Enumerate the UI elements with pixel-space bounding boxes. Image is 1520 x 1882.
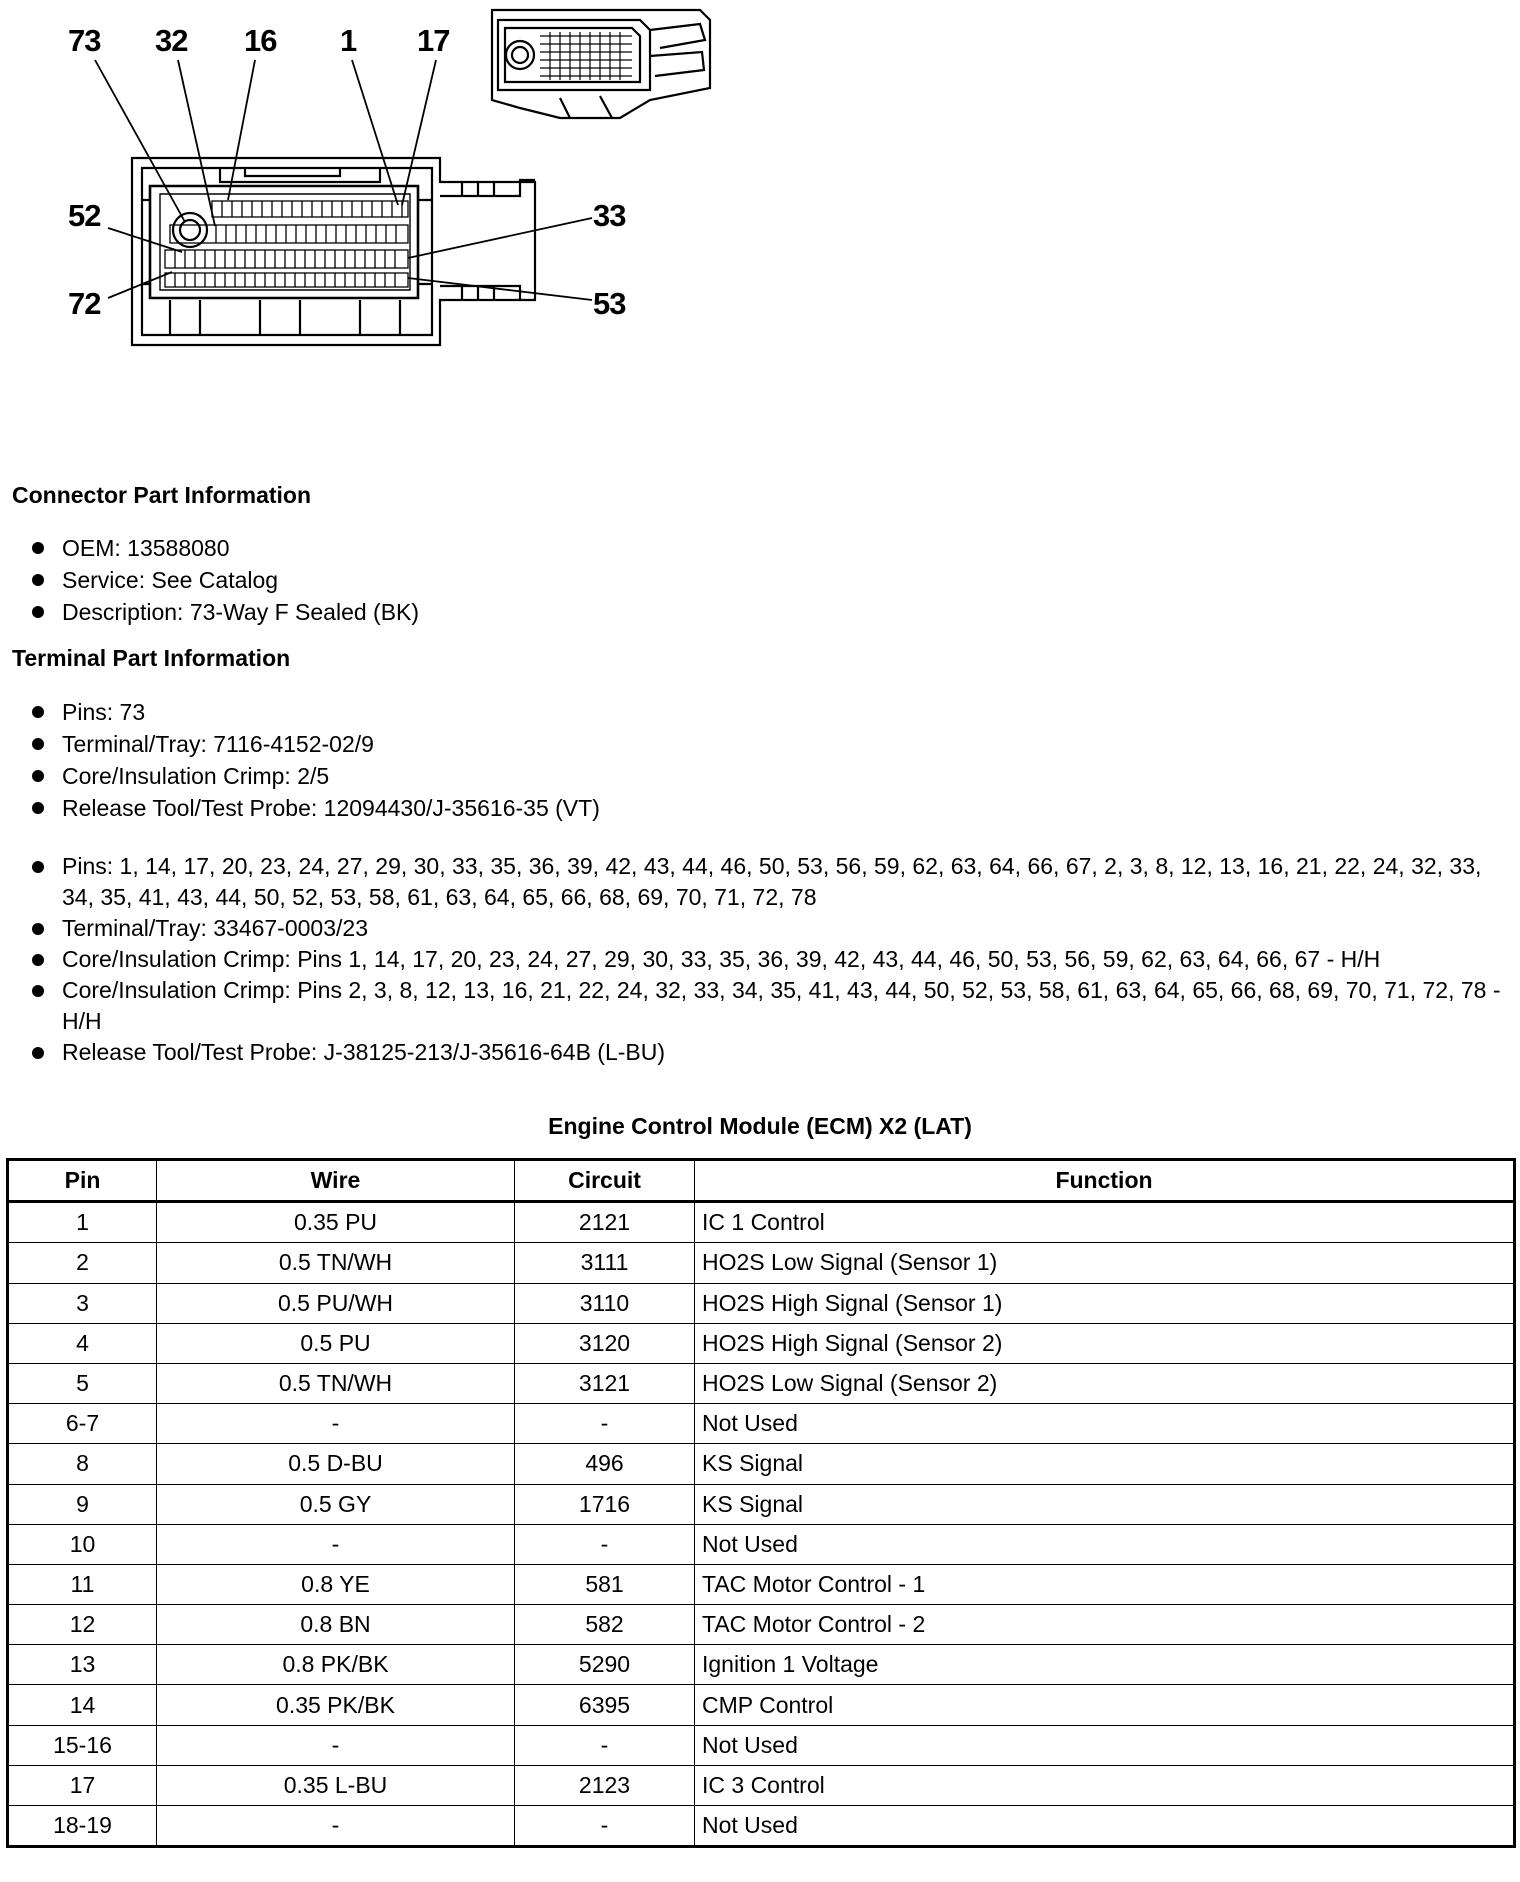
cell-circuit: 5290	[515, 1645, 695, 1685]
cell-pin: 10	[8, 1524, 157, 1564]
cell-wire: -	[157, 1524, 515, 1564]
list-item: Terminal/Tray: 33467-0003/23	[0, 913, 1505, 944]
cell-wire: 0.35 PK/BK	[157, 1685, 515, 1725]
cell-function: IC 3 Control	[695, 1765, 1515, 1805]
cell-circuit: 2123	[515, 1765, 695, 1805]
column-header-pin: Pin	[8, 1160, 157, 1202]
cell-wire: 0.5 TN/WH	[157, 1243, 515, 1283]
cell-pin: 6-7	[8, 1404, 157, 1444]
pin-label-72: 72	[68, 286, 101, 321]
cell-circuit: 6395	[515, 1685, 695, 1725]
table-row	[8, 1524, 1515, 1564]
cell-wire: 0.8 PK/BK	[157, 1645, 515, 1685]
list-item: Terminal/Tray: 7116-4152-02/9	[0, 728, 1505, 760]
pin-label-32: 32	[155, 23, 188, 58]
list-item: OEM: 13588080	[0, 532, 1505, 564]
table-row	[8, 1725, 1515, 1765]
cell-function: HO2S Low Signal (Sensor 2)	[695, 1363, 1515, 1403]
cell-circuit: 1716	[515, 1484, 695, 1524]
cell-pin: 17	[8, 1765, 157, 1805]
pin-label-33: 33	[593, 198, 626, 233]
cell-pin: 12	[8, 1605, 157, 1645]
cell-circuit: 581	[515, 1564, 695, 1604]
table-row	[8, 1605, 1515, 1645]
cell-pin: 18-19	[8, 1806, 157, 1847]
pin-label-16: 16	[244, 23, 277, 58]
terminal-part-info-list-1	[0, 696, 1505, 824]
table-row	[8, 1202, 1515, 1243]
list-item: Pins: 1, 14, 17, 20, 23, 24, 27, 29, 30, 33, 35, 36, 39, 42, 43, 44, 46, 50, 53, 56, 59, 62, 63, 64, 66, 67, 2, 3, 8, 12, 13, 16, 21, 22, 24, 32, 33, 34, 35, 41, 43, 44, 50, 52, 53, 58, 61, 63, 64, 65, 66, 68, 69, 70, 71, 72, 78	[0, 851, 1505, 913]
list-item: Pins: 73	[0, 696, 1505, 728]
table-row	[8, 1444, 1515, 1484]
cell-pin: 2	[8, 1243, 157, 1283]
cell-circuit: 3111	[515, 1243, 695, 1283]
cell-function: HO2S High Signal (Sensor 2)	[695, 1323, 1515, 1363]
cell-wire: 0.35 PU	[157, 1202, 515, 1243]
cell-circuit: 3110	[515, 1283, 695, 1323]
cell-function: HO2S High Signal (Sensor 1)	[695, 1283, 1515, 1323]
cell-pin: 15-16	[8, 1725, 157, 1765]
cell-circuit: -	[515, 1524, 695, 1564]
column-header-function: Function	[695, 1160, 1515, 1202]
table-row	[8, 1484, 1515, 1524]
cell-wire: 0.5 PU	[157, 1323, 515, 1363]
pin-label-52: 52	[68, 198, 101, 233]
pin-label-73: 73	[68, 23, 101, 58]
table-row	[8, 1404, 1515, 1444]
cell-function: TAC Motor Control - 2	[695, 1605, 1515, 1645]
cell-circuit: 582	[515, 1605, 695, 1645]
table-row	[8, 1645, 1515, 1685]
cell-pin: 14	[8, 1685, 157, 1725]
table-row	[8, 1283, 1515, 1323]
cell-pin: 5	[8, 1363, 157, 1403]
table-row	[8, 1765, 1515, 1805]
list-item: Core/Insulation Crimp: 2/5	[0, 760, 1505, 792]
connector-front-view	[132, 158, 535, 345]
cell-pin: 3	[8, 1283, 157, 1323]
cell-wire: -	[157, 1806, 515, 1847]
list-item: Core/Insulation Crimp: Pins 2, 3, 8, 12, 13, 16, 21, 22, 24, 32, 33, 34, 35, 41, 43, 44, 50, 52, 53, 58, 61, 63, 64, 65, 66, 68, 69, 70, 71, 72, 78 - H/H	[0, 975, 1505, 1037]
column-header-wire: Wire	[157, 1160, 515, 1202]
table-row	[8, 1564, 1515, 1604]
cell-function: TAC Motor Control - 1	[695, 1564, 1515, 1604]
connector-diagram	[0, 0, 1520, 400]
connector-part-info-list	[0, 532, 1505, 628]
pin-leader-lines	[95, 60, 592, 300]
cell-circuit: -	[515, 1806, 695, 1847]
cell-circuit: -	[515, 1404, 695, 1444]
column-header-circuit: Circuit	[515, 1160, 695, 1202]
cell-circuit: 2121	[515, 1202, 695, 1243]
cell-function: CMP Control	[695, 1685, 1515, 1725]
pin-table	[6, 1158, 1516, 1848]
cell-wire: 0.5 GY	[157, 1484, 515, 1524]
cell-wire: -	[157, 1725, 515, 1765]
connector-isometric-view	[492, 10, 710, 118]
cell-circuit: -	[515, 1725, 695, 1765]
pin-label-1: 1	[340, 23, 357, 58]
table-caption: Engine Control Module (ECM) X2 (LAT)	[548, 1113, 972, 1139]
terminal-part-info-title: Terminal Part Information	[12, 645, 291, 671]
cell-wire: -	[157, 1404, 515, 1444]
terminal-part-info-list-2	[0, 851, 1505, 1068]
pin-label-17: 17	[417, 23, 450, 58]
cell-function: Not Used	[695, 1404, 1515, 1444]
cell-pin: 1	[8, 1202, 157, 1243]
cell-function: Not Used	[695, 1725, 1515, 1765]
cell-function: KS Signal	[695, 1484, 1515, 1524]
list-item: Release Tool/Test Probe: 12094430/J-35616-35 (VT)	[0, 792, 1505, 824]
cell-circuit: 3120	[515, 1323, 695, 1363]
table-row	[8, 1685, 1515, 1725]
table-row	[8, 1243, 1515, 1283]
table-row	[8, 1806, 1515, 1847]
cell-pin: 4	[8, 1323, 157, 1363]
cell-wire: 0.5 TN/WH	[157, 1363, 515, 1403]
table-row	[8, 1363, 1515, 1403]
cell-circuit: 3121	[515, 1363, 695, 1403]
cell-wire: 0.5 D-BU	[157, 1444, 515, 1484]
connector-part-info-title: Connector Part Information	[12, 482, 312, 508]
cell-function: HO2S Low Signal (Sensor 1)	[695, 1243, 1515, 1283]
cell-wire: 0.8 YE	[157, 1564, 515, 1604]
cell-pin: 11	[8, 1564, 157, 1604]
cell-function: Ignition 1 Voltage	[695, 1645, 1515, 1685]
connector-drawing	[0, 0, 1520, 400]
cell-wire: 0.35 L-BU	[157, 1765, 515, 1805]
cell-function: Not Used	[695, 1524, 1515, 1564]
cell-function: Not Used	[695, 1806, 1515, 1847]
list-item: Release Tool/Test Probe: J-38125-213/J-35616-64B (L-BU)	[0, 1037, 1505, 1068]
cell-function: KS Signal	[695, 1444, 1515, 1484]
cell-pin: 13	[8, 1645, 157, 1685]
cell-wire: 0.5 PU/WH	[157, 1283, 515, 1323]
cell-pin: 9	[8, 1484, 157, 1524]
list-item: Service: See Catalog	[0, 564, 1505, 596]
pin-label-53: 53	[593, 286, 626, 321]
cell-wire: 0.8 BN	[157, 1605, 515, 1645]
list-item: Core/Insulation Crimp: Pins 1, 14, 17, 20, 23, 24, 27, 29, 30, 33, 35, 36, 39, 42, 43, 44, 46, 50, 53, 56, 59, 62, 63, 64, 66, 67 - H/H	[0, 944, 1505, 975]
cell-function: IC 1 Control	[695, 1202, 1515, 1243]
cell-circuit: 496	[515, 1444, 695, 1484]
list-item: Description: 73-Way F Sealed (BK)	[0, 596, 1505, 628]
table-header-row	[8, 1160, 1515, 1202]
cell-pin: 8	[8, 1444, 157, 1484]
table-row	[8, 1323, 1515, 1363]
